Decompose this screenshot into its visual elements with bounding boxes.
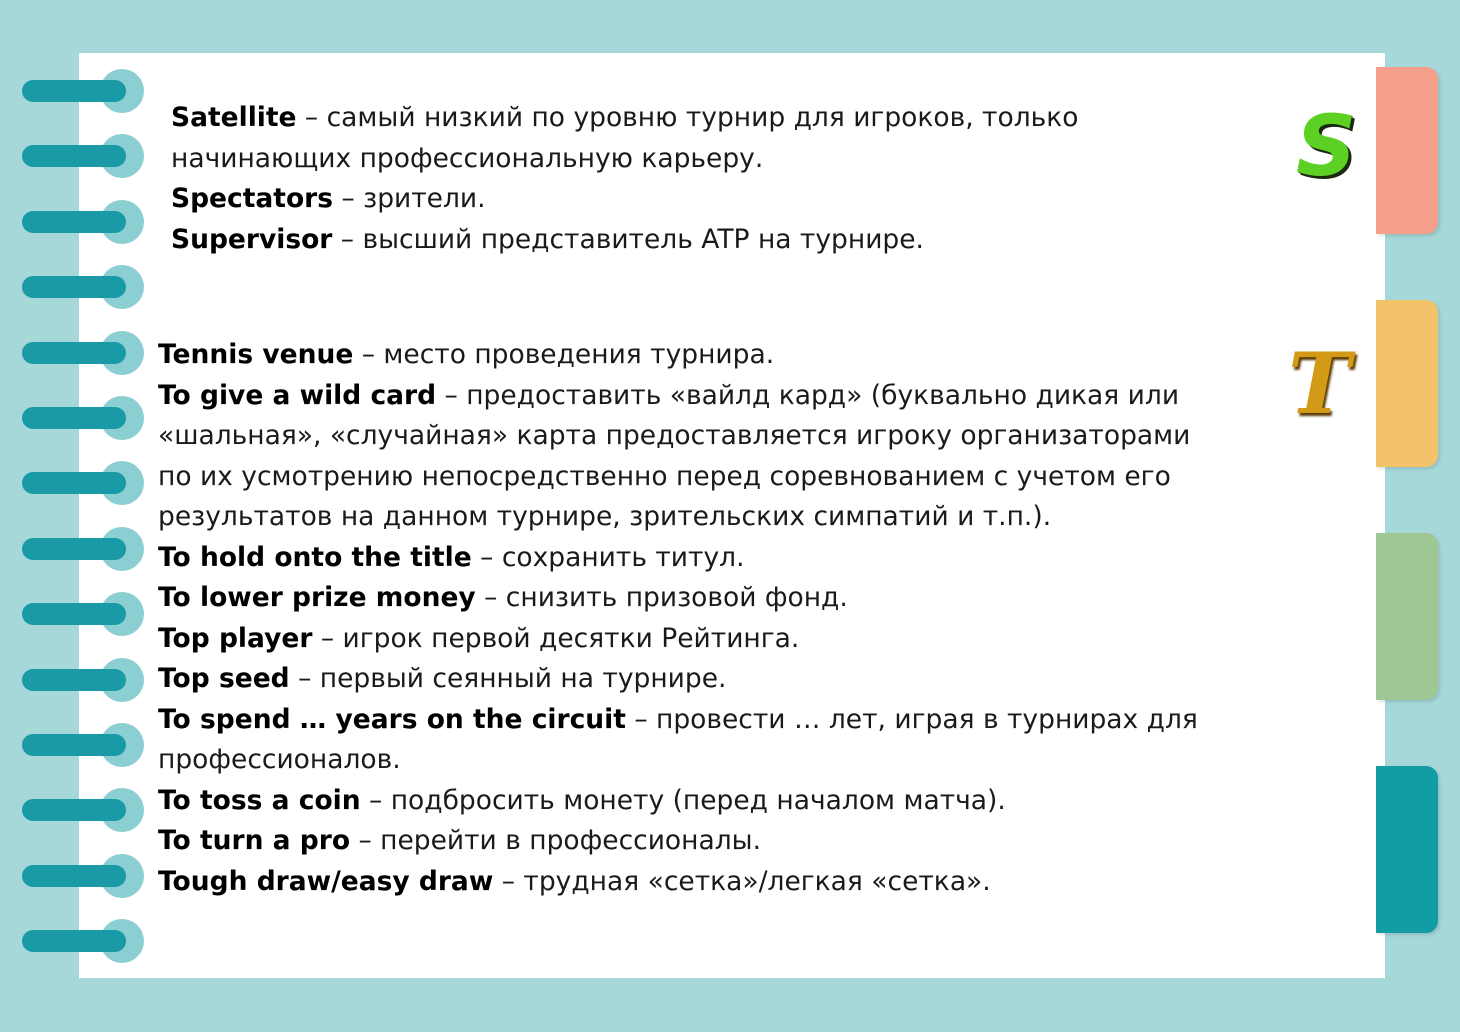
tab-green[interactable] <box>1376 533 1438 700</box>
spiral-ring <box>22 669 126 691</box>
entry-term: To lower prize money <box>158 582 476 613</box>
tab-salmon[interactable] <box>1376 67 1438 234</box>
ring-wire <box>22 145 126 167</box>
section-s-entries <box>171 98 1211 260</box>
entry-definition: – снизить призовой фонд. <box>475 582 848 613</box>
entry-term: Satellite <box>171 102 297 133</box>
spiral-ring <box>22 276 126 298</box>
ring-wire <box>22 669 126 691</box>
glossary-entry <box>158 781 1228 822</box>
glossary-entry <box>158 700 1228 781</box>
spiral-ring <box>22 865 126 887</box>
spiral-ring <box>22 145 126 167</box>
entry-definition: – сохранить титул. <box>471 541 745 573</box>
entry-definition: – высший представитель ATP на турнире. <box>332 223 924 255</box>
glossary-entry <box>158 659 1228 700</box>
entry-definition: – предоставить «вайлд кард» (буквально дикая или «шальная», «случайная» карта предоставляется игроку организаторами по их усмотрению непосредственно перед соревнованием с учетом его результатов на данном турнире, зрительских симпатий и т.п.). <box>158 379 1191 532</box>
spiral-ring <box>22 799 126 821</box>
entry-definition: – подбросить монету (перед началом матча). <box>360 784 1006 816</box>
glossary-entry <box>171 98 1211 179</box>
glossary-entry <box>158 619 1228 660</box>
entry-term: To hold onto the title <box>158 541 472 573</box>
glossary-entry <box>171 220 1211 261</box>
glossary-entry <box>158 376 1228 538</box>
entry-term: Supervisor <box>171 223 333 255</box>
ring-wire <box>22 80 126 102</box>
ring-wire <box>22 734 126 756</box>
ring-wire <box>22 276 126 298</box>
entry-term: To give a wild card <box>158 379 437 411</box>
glossary-entry <box>158 821 1228 862</box>
ring-wire <box>22 472 126 494</box>
ring-wire <box>22 603 126 625</box>
ring-wire <box>22 930 126 952</box>
entry-definition: – место проведения турнира. <box>353 339 775 370</box>
entry-term: To turn a pro <box>158 825 351 856</box>
spiral-ring <box>22 603 126 625</box>
entry-definition: – самый низкий по уровню турнир для игроков, только начинающих профессиональную карьеру. <box>171 102 1079 174</box>
entry-term: Top seed <box>158 663 290 694</box>
entry-definition: – игрок первой десятки Рейтинга. <box>312 622 800 654</box>
section-t-entries <box>158 335 1228 902</box>
tab-teal[interactable] <box>1376 766 1438 933</box>
spiral-ring <box>22 538 126 560</box>
glossary-entry <box>158 578 1228 619</box>
entry-term: Tough draw/easy draw <box>158 865 494 897</box>
spiral-ring <box>22 407 126 429</box>
entry-definition: – зрители. <box>333 183 486 214</box>
entry-term: Tennis venue <box>158 339 354 370</box>
glossary-entry <box>158 335 1228 376</box>
spiral-ring <box>22 472 126 494</box>
ring-wire <box>22 211 126 233</box>
ring-wire <box>22 342 126 364</box>
ring-wire <box>22 407 126 429</box>
glossary-entry <box>158 538 1228 579</box>
spiral-ring <box>22 930 126 952</box>
ring-wire <box>22 799 126 821</box>
letter-s-icon: S <box>1296 97 1357 195</box>
entry-definition: – трудная «сетка»/легкая «сетка». <box>493 865 991 897</box>
glossary-entry <box>158 862 1228 903</box>
entry-definition: – первый сеянный на турнире. <box>289 663 727 694</box>
spiral-ring <box>22 342 126 364</box>
spiral-ring <box>22 80 126 102</box>
glossary-entry <box>171 179 1211 220</box>
entry-term: To spend … years on the circuit <box>158 703 626 735</box>
tab-yellow[interactable] <box>1376 300 1438 467</box>
entry-definition: – перейти в профессионалы. <box>350 825 761 856</box>
entry-term: Top player <box>158 622 313 654</box>
entry-term: To toss a coin <box>158 784 361 816</box>
spiral-ring <box>22 211 126 233</box>
spiral-ring <box>22 734 126 756</box>
letter-t-icon: T <box>1288 334 1351 433</box>
ring-wire <box>22 538 126 560</box>
entry-definition: – провести … лет, играя в турнирах для профессионалов. <box>158 703 1198 775</box>
entry-term: Spectators <box>171 183 334 214</box>
ring-wire <box>22 865 126 887</box>
